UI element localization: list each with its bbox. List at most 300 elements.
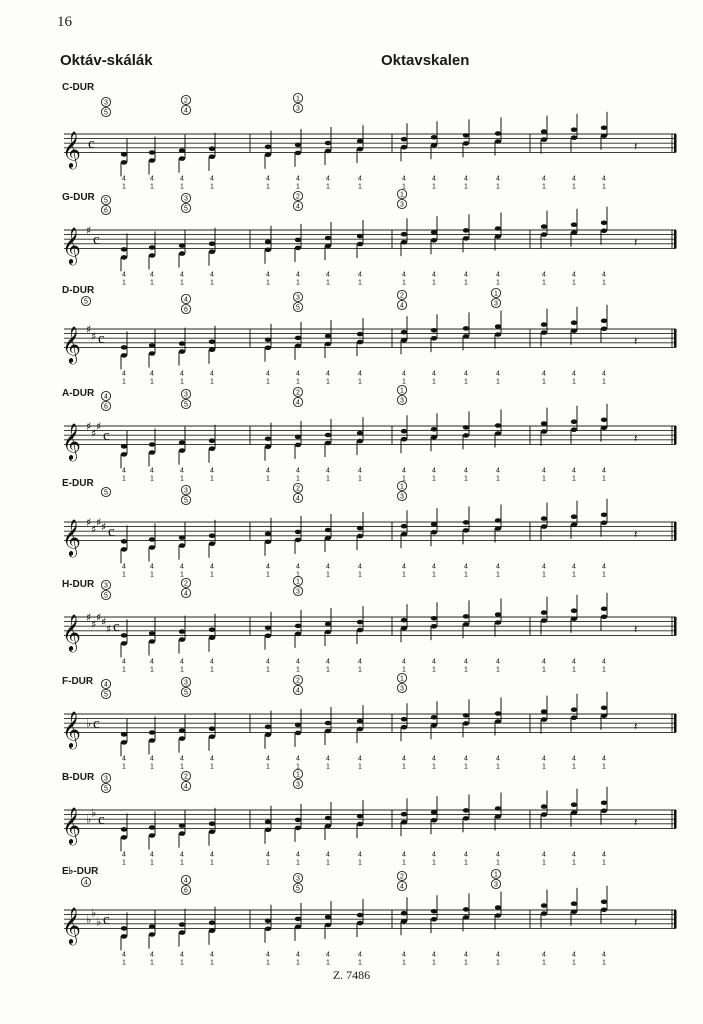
- sharp-icon: ♯: [86, 224, 92, 237]
- fingering-number: 1: [266, 859, 270, 867]
- note-head: [431, 917, 437, 922]
- note-head: [121, 827, 127, 832]
- note-head: [295, 818, 301, 823]
- fingering-number: 1: [432, 279, 436, 287]
- fingering-number: 1: [296, 378, 300, 386]
- fingering-number: 4: [358, 658, 362, 666]
- note-head: [463, 141, 469, 146]
- fingering-number: 4: [296, 563, 300, 571]
- staff-system: [0, 662, 703, 771]
- note-head: [265, 919, 271, 924]
- final-barline-thick: [674, 714, 677, 732]
- note-head: [601, 900, 607, 905]
- string-number: 3: [494, 300, 498, 308]
- treble-clef-icon: 𝄞: [62, 613, 81, 651]
- fingering-number: 1: [150, 859, 154, 867]
- fingering-number: 4: [180, 755, 184, 763]
- note-head: [431, 909, 437, 914]
- fingering-number: 4: [296, 175, 300, 183]
- note-head: [401, 725, 407, 730]
- string-number: 3: [184, 391, 188, 399]
- note-head: [571, 135, 577, 140]
- note-head: [601, 607, 607, 612]
- fingering-number: 4: [358, 951, 362, 959]
- note-head: [571, 514, 577, 519]
- note-head: [463, 721, 469, 726]
- note-head: [601, 327, 607, 332]
- note-head: [325, 536, 331, 541]
- note-head: [295, 925, 301, 930]
- fingering-number: 1: [464, 378, 468, 386]
- fingering-number: 1: [122, 959, 126, 967]
- string-number: 3: [296, 294, 300, 302]
- string-number: 3: [184, 487, 188, 495]
- fingering-number: 1: [496, 959, 500, 967]
- note-head: [209, 627, 215, 632]
- fingering-number: 4: [402, 467, 406, 475]
- note-head: [431, 435, 437, 440]
- rest-icon: 𝄽: [634, 622, 638, 636]
- note-head: [357, 534, 363, 539]
- string-number: 3: [184, 195, 188, 203]
- fingering-number: 1: [326, 183, 330, 191]
- note-head: [541, 524, 547, 529]
- string-number: 3: [400, 201, 404, 209]
- fingering-number: 4: [180, 563, 184, 571]
- fingering-number: 1: [210, 279, 214, 287]
- fingering-number: 4: [358, 755, 362, 763]
- fingering-number: 4: [464, 175, 468, 183]
- fingering-number: 1: [496, 183, 500, 191]
- note-head: [601, 221, 607, 226]
- fingering-number: 1: [150, 666, 154, 674]
- sharp-icon: ♯: [86, 516, 92, 529]
- string-number: 4: [296, 687, 300, 695]
- treble-clef-icon: 𝄞: [62, 422, 81, 460]
- string-number: 5: [104, 691, 108, 699]
- sharp-icon: ♯: [86, 420, 92, 433]
- fingering-number: 1: [210, 475, 214, 483]
- fingering-number: 4: [602, 271, 606, 279]
- note-head: [431, 723, 437, 728]
- note-head: [149, 738, 155, 743]
- note-head: [463, 228, 469, 233]
- fingering-number: 1: [464, 183, 468, 191]
- string-number: 1: [296, 771, 300, 779]
- fingering-number: 4: [296, 658, 300, 666]
- fingering-number: 4: [358, 175, 362, 183]
- note-head: [121, 247, 127, 252]
- note-head: [149, 450, 155, 455]
- note-head: [295, 917, 301, 922]
- note-head: [325, 915, 331, 920]
- note-head: [431, 135, 437, 140]
- fingering-number: 1: [572, 859, 576, 867]
- sharp-icon: ♯: [91, 426, 97, 440]
- string-number: 4: [84, 879, 88, 887]
- treble-clef-icon: 𝄞: [62, 325, 81, 363]
- fingering-number: 1: [402, 183, 406, 191]
- note-head: [357, 526, 363, 531]
- note-head: [601, 706, 607, 711]
- fingering-number: 4: [432, 951, 436, 959]
- note-head: [541, 129, 547, 134]
- fingering-number: 1: [572, 763, 576, 771]
- string-number: 3: [296, 781, 300, 789]
- note-head: [601, 319, 607, 324]
- fingering-number: 1: [358, 475, 362, 483]
- note-head: [179, 148, 185, 153]
- treble-clef-icon: 𝄞: [62, 518, 81, 556]
- fingering-number: 1: [542, 666, 546, 674]
- fingering-number: 4: [210, 175, 214, 183]
- string-number: 4: [296, 399, 300, 407]
- note-head: [357, 340, 363, 345]
- note-head: [209, 734, 215, 739]
- treble-clef-icon: 𝄞: [62, 710, 81, 748]
- string-number: 3: [104, 775, 108, 783]
- fingering-number: 4: [296, 755, 300, 763]
- fingering-number: 1: [496, 666, 500, 674]
- fingering-number: 1: [122, 475, 126, 483]
- fingering-number: 4: [542, 563, 546, 571]
- note-head: [149, 730, 155, 735]
- note-head: [121, 539, 127, 544]
- note-head: [357, 921, 363, 926]
- flat-icon: ♭: [91, 806, 97, 820]
- treble-clef-icon: 𝄞: [62, 226, 81, 264]
- fingering-number: 4: [572, 467, 576, 475]
- sharp-icon: ♯: [96, 516, 102, 529]
- fingering-number: 4: [266, 467, 270, 475]
- fingering-number: 1: [602, 859, 606, 867]
- note-head: [357, 234, 363, 239]
- fingering-number: 4: [432, 563, 436, 571]
- fingering-number: 4: [210, 658, 214, 666]
- note-head: [295, 723, 301, 728]
- note-head: [265, 145, 271, 150]
- note-head: [179, 922, 185, 927]
- fingering-number: 1: [122, 183, 126, 191]
- note-head: [463, 528, 469, 533]
- fingering-number: 1: [602, 279, 606, 287]
- fingering-number: 1: [402, 475, 406, 483]
- fingering-number: 1: [432, 571, 436, 579]
- note-head: [265, 445, 271, 450]
- fingering-number: 4: [358, 370, 362, 378]
- note-head: [401, 919, 407, 924]
- time-signature: c: [98, 812, 105, 829]
- fingering-number: 1: [572, 378, 576, 386]
- note-head: [495, 814, 501, 819]
- fingering-number: 4: [296, 370, 300, 378]
- note-head: [495, 711, 501, 716]
- note-head: [357, 139, 363, 144]
- fingering-number: 1: [180, 959, 184, 967]
- fingering-number: 4: [402, 370, 406, 378]
- fingering-number: 4: [296, 851, 300, 859]
- staff-system: [0, 758, 703, 867]
- note-head: [571, 127, 577, 132]
- scale-row: [0, 758, 703, 867]
- fingering-number: 4: [266, 271, 270, 279]
- fingering-number: 4: [122, 563, 126, 571]
- note-head: [601, 908, 607, 913]
- fingering-number: 1: [542, 279, 546, 287]
- note-head: [149, 245, 155, 250]
- note-head: [463, 334, 469, 339]
- note-head: [401, 137, 407, 142]
- note-head: [121, 633, 127, 638]
- fingering-number: 1: [496, 763, 500, 771]
- fingering-number: 4: [358, 467, 362, 475]
- fingering-number: 4: [602, 563, 606, 571]
- fingering-number: 1: [326, 666, 330, 674]
- note-head: [571, 222, 577, 227]
- note-head: [121, 255, 127, 260]
- fingering-number: 1: [572, 571, 576, 579]
- note-head: [265, 733, 271, 738]
- note-head: [325, 244, 331, 249]
- fingering-number: 4: [432, 370, 436, 378]
- note-head: [325, 824, 331, 829]
- fingering-number: 1: [602, 475, 606, 483]
- note-head: [463, 133, 469, 138]
- rest-icon: 𝄽: [634, 139, 638, 153]
- note-head: [401, 145, 407, 150]
- fingering-number: 4: [150, 851, 154, 859]
- fingering-number: 4: [326, 467, 330, 475]
- note-head: [357, 913, 363, 918]
- time-signature: c: [113, 619, 120, 636]
- note-head: [541, 322, 547, 327]
- fingering-number: 4: [464, 563, 468, 571]
- note-head: [357, 719, 363, 724]
- sharp-icon: ♯: [91, 329, 97, 343]
- string-number: 3: [184, 679, 188, 687]
- note-head: [265, 828, 271, 833]
- rest-icon: 𝄽: [634, 431, 638, 445]
- fingering-number: 4: [180, 467, 184, 475]
- note-head: [495, 806, 501, 811]
- note-head: [495, 518, 501, 523]
- fingering-number: 4: [496, 271, 500, 279]
- note-head: [179, 637, 185, 642]
- sharp-icon: ♯: [91, 522, 97, 536]
- fingering-number: 4: [464, 271, 468, 279]
- note-head: [209, 726, 215, 731]
- note-head: [601, 418, 607, 423]
- note-head: [149, 253, 155, 258]
- note-head: [357, 431, 363, 436]
- staff-system: [0, 178, 703, 287]
- note-head: [209, 154, 215, 159]
- note-head: [601, 229, 607, 234]
- fingering-number: 4: [432, 467, 436, 475]
- string-number: 2: [296, 389, 300, 397]
- fingering-number: 4: [542, 755, 546, 763]
- note-head: [495, 131, 501, 136]
- note-head: [265, 338, 271, 343]
- fingering-number: 1: [266, 763, 270, 771]
- note-head: [357, 727, 363, 732]
- fingering-number: 4: [266, 755, 270, 763]
- note-head: [401, 626, 407, 631]
- fingering-number: 4: [150, 467, 154, 475]
- note-head: [179, 736, 185, 741]
- note-head: [571, 909, 577, 914]
- note-head: [121, 740, 127, 745]
- fingering-number: 4: [180, 658, 184, 666]
- note-head: [401, 437, 407, 442]
- note-head: [463, 326, 469, 331]
- staff-system: [0, 277, 703, 386]
- fingering-number: 4: [572, 658, 576, 666]
- fingering-number: 1: [296, 666, 300, 674]
- fingering-number: 4: [602, 951, 606, 959]
- fingering-number: 1: [210, 378, 214, 386]
- note-head: [401, 618, 407, 623]
- string-number: 1: [296, 578, 300, 586]
- fingering-number: 4: [358, 851, 362, 859]
- note-head: [149, 924, 155, 929]
- fingering-number: 1: [402, 378, 406, 386]
- string-number: 4: [104, 681, 108, 689]
- fingering-number: 4: [402, 755, 406, 763]
- fingering-number: 4: [358, 563, 362, 571]
- note-head: [541, 516, 547, 521]
- fingering-number: 1: [358, 959, 362, 967]
- fingering-number: 1: [296, 571, 300, 579]
- fingering-number: 4: [542, 467, 546, 475]
- note-head: [295, 336, 301, 341]
- note-head: [571, 608, 577, 613]
- scale-label: C-DUR: [62, 82, 95, 93]
- note-head: [431, 336, 437, 341]
- fingering-number: 4: [602, 467, 606, 475]
- note-head: [541, 812, 547, 817]
- fingering-number: 4: [572, 175, 576, 183]
- fingering-number: 1: [210, 959, 214, 967]
- scale-label: E♭-DUR: [62, 866, 99, 877]
- fingering-number: 4: [266, 175, 270, 183]
- flat-icon: ♭: [86, 913, 92, 927]
- note-head: [401, 232, 407, 237]
- fingering-number: 1: [296, 763, 300, 771]
- string-number: 5: [184, 689, 188, 697]
- note-head: [179, 728, 185, 733]
- fingering-number: 1: [150, 571, 154, 579]
- note-head: [601, 714, 607, 719]
- fingering-number: 1: [266, 279, 270, 287]
- note-head: [495, 139, 501, 144]
- note-head: [209, 146, 215, 151]
- fingering-number: 4: [296, 467, 300, 475]
- note-head: [463, 907, 469, 912]
- fingering-number: 1: [210, 859, 214, 867]
- fingering-number: 4: [496, 851, 500, 859]
- note-head: [401, 524, 407, 529]
- fingering-number: 4: [210, 467, 214, 475]
- fingering-number: 1: [296, 859, 300, 867]
- note-head: [495, 620, 501, 625]
- fingering-number: 4: [572, 951, 576, 959]
- note-head: [265, 240, 271, 245]
- sharp-icon: ♯: [91, 617, 97, 631]
- fingering-number: 1: [572, 959, 576, 967]
- note-head: [541, 421, 547, 426]
- note-head: [209, 533, 215, 538]
- fingering-number: 4: [326, 755, 330, 763]
- fingering-number: 1: [150, 475, 154, 483]
- note-head: [265, 626, 271, 631]
- fingering-number: 4: [180, 851, 184, 859]
- fingering-number: 4: [432, 271, 436, 279]
- final-barline-thick: [674, 910, 677, 928]
- note-head: [601, 426, 607, 431]
- scale-label: A-DUR: [62, 388, 95, 399]
- note-head: [541, 232, 547, 237]
- fingering-number: 1: [542, 959, 546, 967]
- note-head: [121, 835, 127, 840]
- note-head: [541, 709, 547, 714]
- fingering-number: 4: [122, 175, 126, 183]
- fingering-number: 1: [358, 666, 362, 674]
- fingering-number: 1: [402, 763, 406, 771]
- note-head: [325, 236, 331, 241]
- note-head: [431, 143, 437, 148]
- fingering-number: 4: [150, 175, 154, 183]
- note-head: [571, 810, 577, 815]
- string-number: 5: [184, 401, 188, 409]
- note-head: [571, 320, 577, 325]
- fingering-number: 1: [402, 666, 406, 674]
- fingering-number: 1: [464, 859, 468, 867]
- fingering-number: 1: [542, 859, 546, 867]
- staff-system: [0, 565, 703, 674]
- note-head: [265, 725, 271, 730]
- fingering-number: 4: [572, 370, 576, 378]
- string-number: 4: [184, 296, 188, 304]
- string-number: 2: [184, 773, 188, 781]
- note-head: [265, 346, 271, 351]
- note-head: [357, 822, 363, 827]
- fingering-number: 4: [402, 271, 406, 279]
- note-head: [495, 234, 501, 239]
- note-head: [571, 901, 577, 906]
- note-head: [325, 141, 331, 146]
- note-head: [495, 332, 501, 337]
- fingering-number: 1: [542, 183, 546, 191]
- note-head: [179, 251, 185, 256]
- scale-row: [0, 178, 703, 287]
- fingering-number: 1: [266, 378, 270, 386]
- string-number: 3: [104, 99, 108, 107]
- fingering-number: 4: [602, 175, 606, 183]
- note-head: [121, 353, 127, 358]
- note-head: [265, 153, 271, 158]
- sharp-icon: ♯: [86, 611, 92, 624]
- string-number: 4: [296, 203, 300, 211]
- fingering-number: 4: [180, 271, 184, 279]
- note-head: [401, 429, 407, 434]
- note-head: [495, 526, 501, 531]
- final-barline-thick: [674, 522, 677, 540]
- fingering-number: 1: [266, 666, 270, 674]
- note-head: [541, 610, 547, 615]
- note-head: [431, 624, 437, 629]
- rest-icon: 𝄽: [634, 235, 638, 249]
